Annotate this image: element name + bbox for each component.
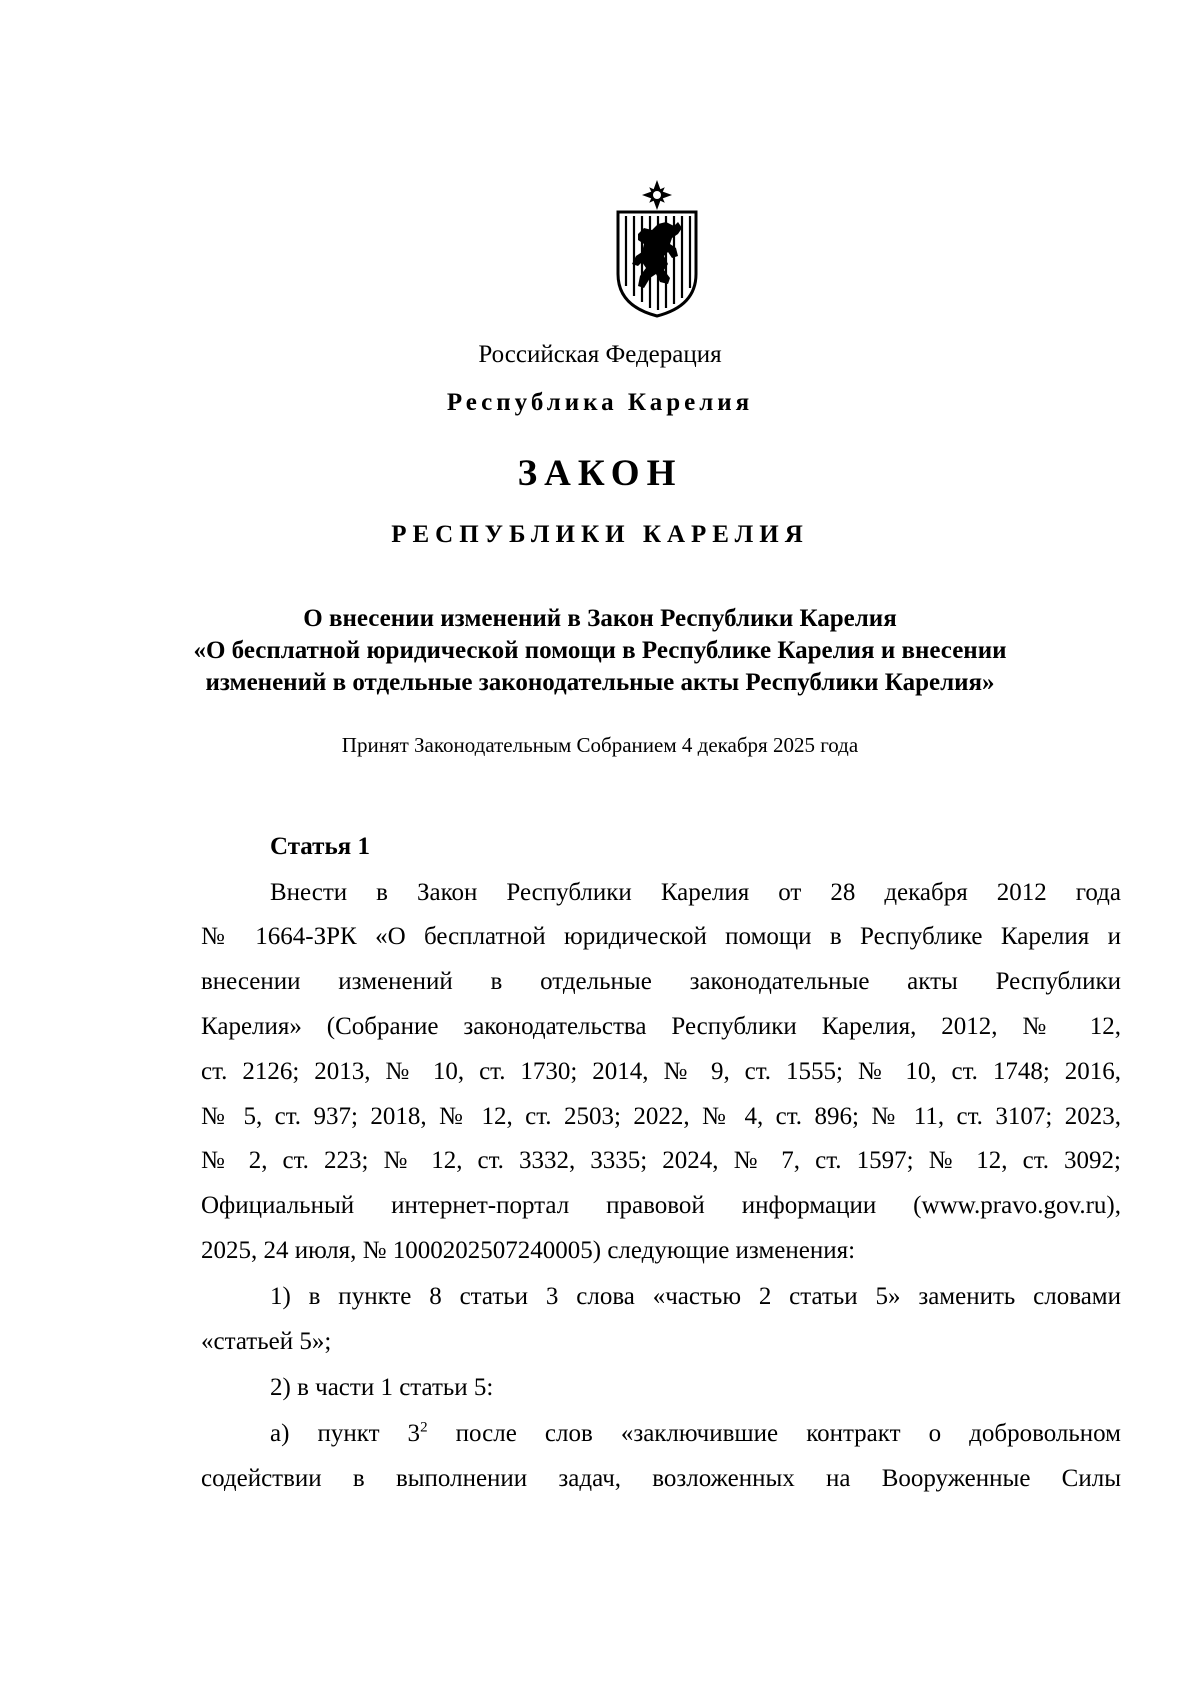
law-title [150,603,1050,699]
country-name: Российская Федерация [478,341,722,368]
paragraph-line: Официальный интернет-портал правовой информации (www.pravo.gov.ru), [201,1192,1121,1219]
karelia-coat-of-arms-icon [614,178,700,318]
law-title-line: «О бесплатной юридической помощи в Республике Карелия и внесении [193,637,1007,664]
list-item-line: «статьей 5»; [201,1328,332,1355]
paragraph-line: внесении изменений в отдельные законодательные акты Республики [201,968,1121,995]
paragraph-line: № 1664-ЗРК «О бесплатной юридической помощи в Республике Карелия и [201,923,1121,950]
document-type: ЗАКОН [517,453,683,494]
item-a-prefix: а) пункт 3 [270,1420,421,1447]
list-item-line [201,1418,1121,1450]
paragraph-line: Карелия» (Собрание законодательства Республики Карелия, 2012, № 12, [201,1013,1121,1040]
list-item-line: 1) в пункте 8 статьи 3 слова «частью 2 статьи 5» заменить словами [270,1283,1121,1310]
paragraph-line: Внести в Закон Республики Карелия от 28 декабря 2012 года [270,879,1121,906]
list-item-line: содействии в выполнении задач, возложенных на Вооруженные Силы [201,1465,1121,1492]
law-title-line: изменений в отдельные законодательные акты Республики Карелия» [205,669,995,696]
republic-name: Республика Карелия [446,389,754,416]
list-item-line: 2) в части 1 статьи 5: [270,1374,494,1401]
paragraph-line: № 5, ст. 937; 2018, № 12, ст. 2503; 2022, № 4, ст. 896; № 11, ст. 3107; 2023, [201,1103,1121,1130]
article-heading: Статья 1 [270,833,370,860]
law-title-line: О внесении изменений в Закон Республики Карелия [303,605,897,632]
item-a-text: после слов «заключившие контракт о добровольном [427,1420,1121,1447]
paragraph-line: № 2, ст. 223; № 12, ст. 3332, 3335; 2024, № 7, ст. 1597; № 12, ст. 3092; [201,1147,1121,1174]
superscript: 2 [420,1419,428,1436]
paragraph-line: 2025, 24 июля, № 1000202507240005) следующие изменения: [201,1237,856,1264]
paragraph-line: ст. 2126; 2013, № 10, ст. 1730; 2014, № 9, ст. 1555; № 10, ст. 1748; 2016, [201,1058,1121,1085]
document-type-subtitle: РЕСПУБЛИКИ КАРЕЛИЯ [391,521,809,548]
adoption-note: Принят Законодательным Собранием 4 декабря 2025 года [341,733,859,757]
